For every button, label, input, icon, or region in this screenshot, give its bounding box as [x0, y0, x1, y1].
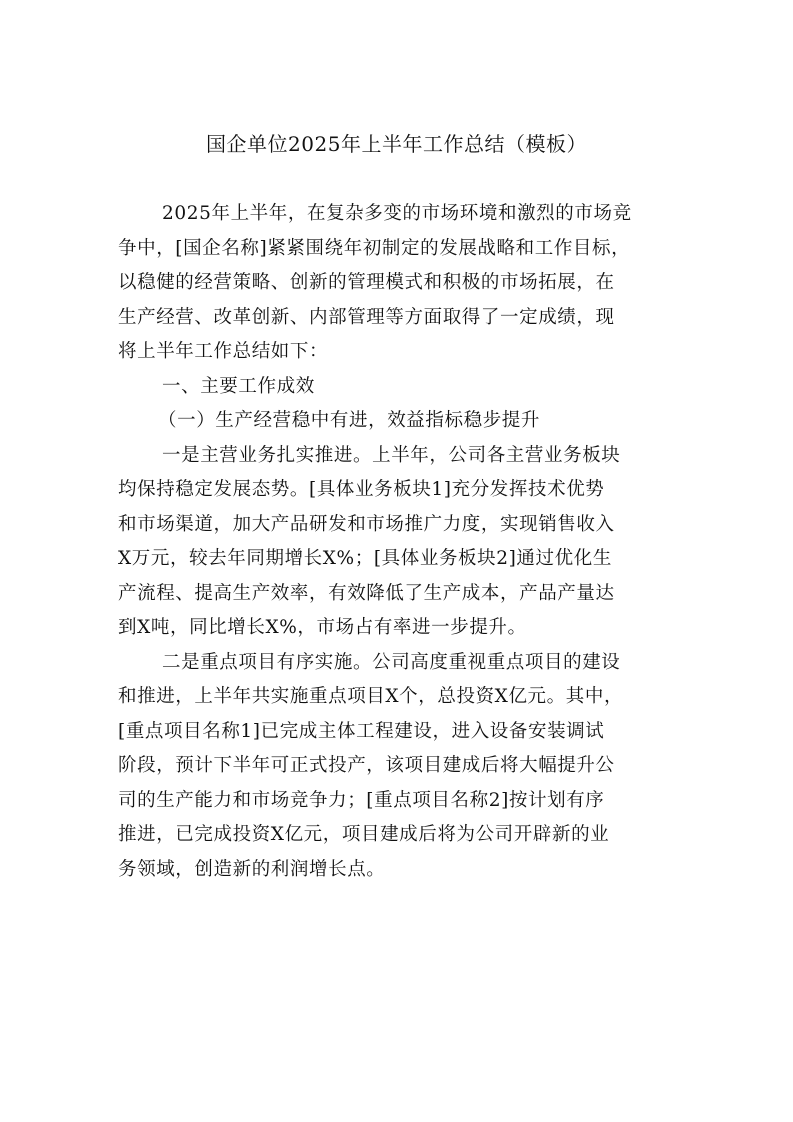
text-line: 以稳健的经营策略、创新的管理模式和积极的市场拓展，在: [118, 272, 615, 293]
paragraph-point-2: [118, 646, 680, 888]
text-line: 生产经营、改革创新、内部管理等方面取得了一定成绩，现: [118, 306, 615, 328]
text-line: 司的生产能力和市场竞争力；[重点项目名称2]按计划有序: [118, 789, 605, 811]
text-line: 和市场渠道，加大产品研发和市场推广力度，实现销售收入: [118, 513, 615, 535]
text-line: 阶段，预计下半年可正式投产，该项目建成后将大幅提升公: [118, 755, 615, 776]
document-title: 国企单位2025年上半年工作总结（模板）: [206, 132, 587, 156]
text-line: 二是重点项目有序实施。公司高度重视重点项目的建设: [162, 651, 621, 673]
text-line: 一是主营业务扎实推进。上半年，公司各主营业务板块: [162, 444, 621, 466]
document-body: [118, 197, 680, 887]
text-line: 均保持稳定发展态势。[具体业务板块1]充分发挥技术优势: [118, 479, 605, 500]
text-line: 将上半年工作总结如下：: [118, 341, 329, 362]
heading-line: 一、主要工作成效: [162, 375, 315, 397]
text-line: 争中，[国企名称]紧紧围绕年初制定的发展战略和工作目标，: [118, 237, 631, 259]
text-line: X万元，较去年同期增长X%；[具体业务板块2]通过优化生: [118, 548, 612, 569]
text-line: 到X吨，同比增长X%，市场占有率进一步提升。: [118, 617, 527, 638]
text-line: 务领域，创造新的利润增长点。: [118, 858, 386, 880]
subsection-heading: [118, 404, 680, 439]
paragraph-intro: [118, 197, 680, 370]
text-line: 2025年上半年，在复杂多变的市场环境和激烈的市场竞: [162, 203, 632, 224]
text-line: 推进，已完成投资X亿元，项目建成后将为公司开辟新的业: [118, 824, 610, 845]
section-heading: [118, 370, 680, 405]
paragraph-point-1: [118, 439, 680, 646]
heading-line: （一）生产经营稳中有进，效益指标稳步提升: [158, 410, 541, 431]
text-line: [重点项目名称1]已完成主体工程建设，进入设备安装调试: [118, 720, 605, 742]
text-line: 和推进，上半年共实施重点项目X个，总投资X亿元。其中，: [118, 686, 624, 707]
text-line: 产流程、提高生产效率，有效降低了生产成本，产品产量达: [118, 582, 615, 604]
